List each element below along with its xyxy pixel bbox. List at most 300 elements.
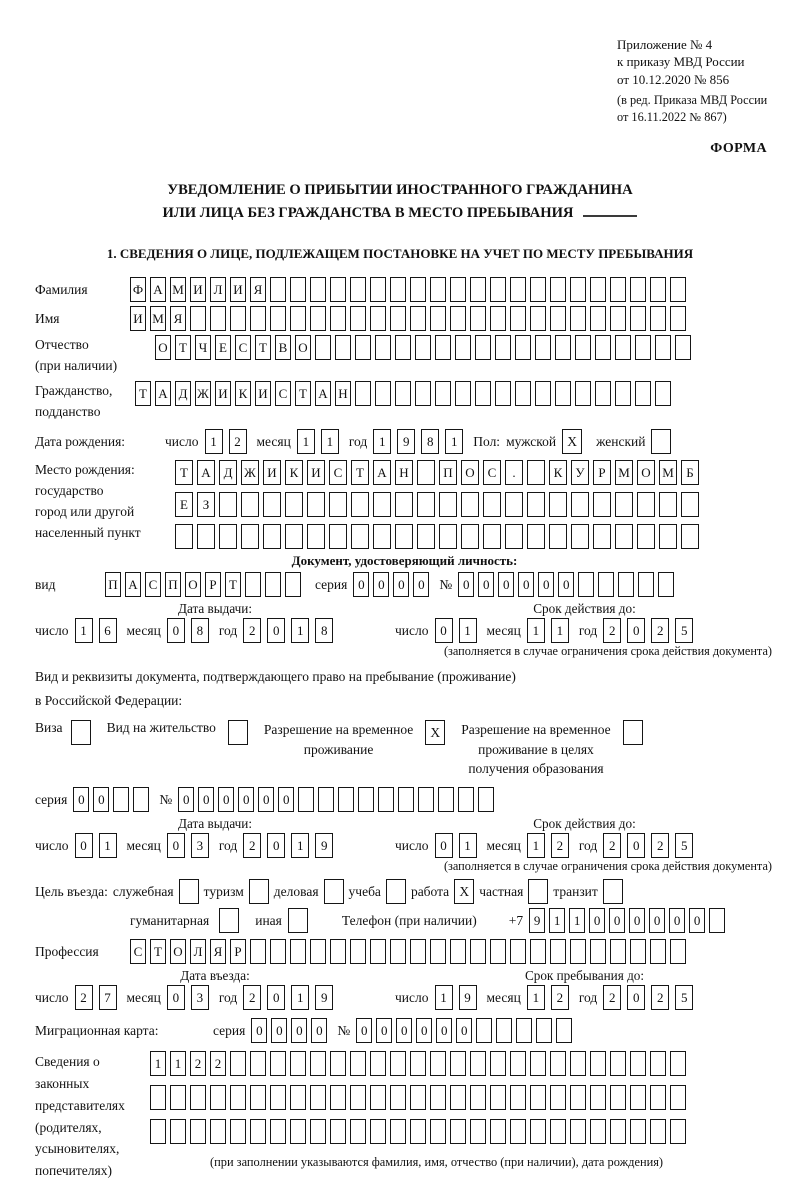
char-cell[interactable]: 0 xyxy=(629,908,645,933)
char-cell[interactable] xyxy=(330,939,346,964)
char-cell[interactable] xyxy=(455,381,471,406)
char-cell[interactable] xyxy=(290,277,306,302)
char-cell[interactable]: С xyxy=(145,572,161,597)
char-cell[interactable]: 1 xyxy=(569,908,585,933)
char-cell[interactable]: Т xyxy=(225,572,241,597)
char-cell[interactable] xyxy=(417,524,435,549)
char-cell[interactable] xyxy=(709,908,725,933)
char-cell[interactable]: У xyxy=(571,460,589,485)
char-cell[interactable]: К xyxy=(549,460,567,485)
char-cell[interactable] xyxy=(550,306,566,331)
char-cell[interactable]: 6 xyxy=(99,618,117,643)
char-cell[interactable]: Л xyxy=(210,277,226,302)
char-cell[interactable] xyxy=(329,524,347,549)
char-cell[interactable] xyxy=(550,1051,566,1076)
char-cell[interactable] xyxy=(373,492,391,517)
char-cell[interactable]: 1 xyxy=(551,618,569,643)
char-cell[interactable]: 2 xyxy=(651,833,669,858)
char-cell[interactable]: Т xyxy=(255,335,271,360)
char-cell[interactable]: 5 xyxy=(675,618,693,643)
char-cell[interactable]: 0 xyxy=(311,1018,327,1043)
char-cell[interactable] xyxy=(250,1085,266,1110)
char-cell[interactable]: 1 xyxy=(459,618,477,643)
char-cell[interactable]: 0 xyxy=(669,908,685,933)
char-cell[interactable] xyxy=(615,335,631,360)
char-cell[interactable] xyxy=(430,1119,446,1144)
char-cell[interactable] xyxy=(470,1051,486,1076)
char-cell[interactable]: 0 xyxy=(456,1018,472,1043)
char-cell[interactable] xyxy=(430,1085,446,1110)
char-cell[interactable] xyxy=(527,524,545,549)
char-cell[interactable] xyxy=(475,335,491,360)
char-cell[interactable] xyxy=(590,1051,606,1076)
char-cell[interactable] xyxy=(373,524,391,549)
char-cell[interactable]: 2 xyxy=(243,618,261,643)
char-cell[interactable]: 3 xyxy=(191,985,209,1010)
char-cell[interactable] xyxy=(461,492,479,517)
char-cell[interactable] xyxy=(330,1051,346,1076)
char-cell[interactable] xyxy=(470,1119,486,1144)
char-cell[interactable]: 2 xyxy=(551,985,569,1010)
char-cell[interactable] xyxy=(307,492,325,517)
char-cell[interactable]: 0 xyxy=(278,787,294,812)
char-cell[interactable] xyxy=(170,1085,186,1110)
char-cell[interactable] xyxy=(190,1085,206,1110)
char-cell[interactable] xyxy=(250,939,266,964)
char-cell[interactable] xyxy=(329,492,347,517)
purpose-business-checkbox[interactable] xyxy=(324,879,344,904)
char-cell[interactable] xyxy=(350,1051,366,1076)
char-cell[interactable]: 1 xyxy=(205,429,223,454)
char-cell[interactable] xyxy=(270,306,286,331)
char-cell[interactable] xyxy=(415,381,431,406)
char-cell[interactable] xyxy=(417,492,435,517)
char-cell[interactable] xyxy=(615,524,633,549)
char-cell[interactable] xyxy=(410,277,426,302)
char-cell[interactable]: Я xyxy=(210,939,226,964)
char-cell[interactable] xyxy=(670,1119,686,1144)
char-cell[interactable] xyxy=(655,335,671,360)
char-cell[interactable]: 0 xyxy=(558,572,574,597)
char-cell[interactable] xyxy=(570,939,586,964)
char-cell[interactable] xyxy=(290,306,306,331)
char-cell[interactable]: О xyxy=(637,460,655,485)
char-cell[interactable] xyxy=(390,277,406,302)
char-cell[interactable]: 2 xyxy=(603,833,621,858)
char-cell[interactable]: Т xyxy=(175,460,193,485)
char-cell[interactable]: Д xyxy=(175,381,191,406)
char-cell[interactable] xyxy=(510,939,526,964)
char-cell[interactable]: 1 xyxy=(459,833,477,858)
char-cell[interactable]: Ф xyxy=(130,277,146,302)
char-cell[interactable]: 1 xyxy=(99,833,117,858)
char-cell[interactable]: 2 xyxy=(190,1051,206,1076)
purpose-work-checkbox[interactable]: X xyxy=(454,879,474,904)
char-cell[interactable] xyxy=(630,939,646,964)
char-cell[interactable]: 0 xyxy=(393,572,409,597)
char-cell[interactable] xyxy=(310,939,326,964)
char-cell[interactable] xyxy=(555,335,571,360)
char-cell[interactable] xyxy=(219,524,237,549)
char-cell[interactable] xyxy=(571,492,589,517)
char-cell[interactable] xyxy=(439,524,457,549)
char-cell[interactable] xyxy=(190,306,206,331)
char-cell[interactable] xyxy=(496,1018,512,1043)
char-cell[interactable] xyxy=(590,1119,606,1144)
char-cell[interactable] xyxy=(450,1085,466,1110)
char-cell[interactable] xyxy=(578,572,594,597)
char-cell[interactable] xyxy=(250,1051,266,1076)
char-cell[interactable] xyxy=(590,1085,606,1110)
char-cell[interactable] xyxy=(510,306,526,331)
char-cell[interactable] xyxy=(635,381,651,406)
char-cell[interactable] xyxy=(390,1085,406,1110)
char-cell[interactable]: 1 xyxy=(373,429,391,454)
char-cell[interactable]: 1 xyxy=(297,429,315,454)
char-cell[interactable] xyxy=(536,1018,552,1043)
char-cell[interactable] xyxy=(230,1051,246,1076)
char-cell[interactable] xyxy=(415,335,431,360)
visa-checkbox[interactable] xyxy=(71,720,91,745)
char-cell[interactable] xyxy=(330,1085,346,1110)
char-cell[interactable]: О xyxy=(185,572,201,597)
char-cell[interactable] xyxy=(615,492,633,517)
char-cell[interactable] xyxy=(490,1085,506,1110)
char-cell[interactable] xyxy=(210,1119,226,1144)
char-cell[interactable]: 9 xyxy=(315,985,333,1010)
char-cell[interactable] xyxy=(490,306,506,331)
char-cell[interactable]: З xyxy=(197,492,215,517)
char-cell[interactable] xyxy=(330,277,346,302)
char-cell[interactable]: 1 xyxy=(150,1051,166,1076)
char-cell[interactable] xyxy=(270,1085,286,1110)
char-cell[interactable] xyxy=(390,1119,406,1144)
rvp-checkbox[interactable]: X xyxy=(425,720,445,745)
char-cell[interactable]: Е xyxy=(215,335,231,360)
char-cell[interactable]: 0 xyxy=(353,572,369,597)
char-cell[interactable] xyxy=(610,939,626,964)
char-cell[interactable] xyxy=(410,306,426,331)
char-cell[interactable]: 0 xyxy=(435,833,453,858)
char-cell[interactable] xyxy=(658,572,674,597)
char-cell[interactable]: Л xyxy=(190,939,206,964)
char-cell[interactable] xyxy=(330,1119,346,1144)
char-cell[interactable]: 1 xyxy=(291,618,309,643)
char-cell[interactable] xyxy=(439,492,457,517)
char-cell[interactable] xyxy=(490,1119,506,1144)
char-cell[interactable]: И xyxy=(190,277,206,302)
char-cell[interactable]: 0 xyxy=(93,787,109,812)
char-cell[interactable] xyxy=(510,277,526,302)
char-cell[interactable] xyxy=(458,787,474,812)
char-cell[interactable] xyxy=(170,1119,186,1144)
char-cell[interactable] xyxy=(375,381,391,406)
char-cell[interactable] xyxy=(450,306,466,331)
char-cell[interactable]: 0 xyxy=(356,1018,372,1043)
char-cell[interactable] xyxy=(190,1119,206,1144)
char-cell[interactable] xyxy=(370,277,386,302)
char-cell[interactable] xyxy=(476,1018,492,1043)
char-cell[interactable]: 1 xyxy=(321,429,339,454)
purpose-transit-checkbox[interactable] xyxy=(603,879,623,904)
char-cell[interactable] xyxy=(530,1085,546,1110)
char-cell[interactable] xyxy=(570,1119,586,1144)
char-cell[interactable] xyxy=(490,939,506,964)
char-cell[interactable]: 0 xyxy=(258,787,274,812)
char-cell[interactable] xyxy=(290,1051,306,1076)
char-cell[interactable] xyxy=(263,524,281,549)
residence-permit-checkbox[interactable] xyxy=(228,720,248,745)
char-cell[interactable]: 0 xyxy=(376,1018,392,1043)
char-cell[interactable]: 0 xyxy=(413,572,429,597)
char-cell[interactable]: 0 xyxy=(198,787,214,812)
char-cell[interactable]: Р xyxy=(593,460,611,485)
char-cell[interactable]: 2 xyxy=(229,429,247,454)
char-cell[interactable]: 0 xyxy=(291,1018,307,1043)
char-cell[interactable] xyxy=(615,381,631,406)
char-cell[interactable]: И xyxy=(307,460,325,485)
char-cell[interactable]: 0 xyxy=(518,572,534,597)
purpose-official-checkbox[interactable] xyxy=(179,879,199,904)
char-cell[interactable] xyxy=(610,277,626,302)
char-cell[interactable]: С xyxy=(483,460,501,485)
char-cell[interactable]: А xyxy=(315,381,331,406)
char-cell[interactable]: 0 xyxy=(396,1018,412,1043)
char-cell[interactable]: М xyxy=(615,460,633,485)
char-cell[interactable] xyxy=(410,1051,426,1076)
char-cell[interactable] xyxy=(670,1051,686,1076)
char-cell[interactable] xyxy=(450,939,466,964)
char-cell[interactable]: 2 xyxy=(75,985,93,1010)
char-cell[interactable]: 5 xyxy=(675,985,693,1010)
char-cell[interactable]: Р xyxy=(230,939,246,964)
sex-male-checkbox[interactable]: X xyxy=(562,429,582,454)
char-cell[interactable] xyxy=(630,306,646,331)
char-cell[interactable] xyxy=(355,381,371,406)
char-cell[interactable] xyxy=(659,492,677,517)
purpose-tourism-checkbox[interactable] xyxy=(249,879,269,904)
char-cell[interactable] xyxy=(555,381,571,406)
char-cell[interactable] xyxy=(635,335,651,360)
char-cell[interactable]: 0 xyxy=(218,787,234,812)
char-cell[interactable]: А xyxy=(155,381,171,406)
char-cell[interactable]: 0 xyxy=(627,985,645,1010)
char-cell[interactable] xyxy=(495,381,511,406)
char-cell[interactable] xyxy=(530,1051,546,1076)
char-cell[interactable] xyxy=(230,1085,246,1110)
char-cell[interactable]: 0 xyxy=(649,908,665,933)
char-cell[interactable]: И xyxy=(130,306,146,331)
char-cell[interactable]: 0 xyxy=(75,833,93,858)
char-cell[interactable]: Н xyxy=(395,460,413,485)
char-cell[interactable] xyxy=(681,492,699,517)
char-cell[interactable] xyxy=(430,306,446,331)
char-cell[interactable] xyxy=(681,524,699,549)
char-cell[interactable]: А xyxy=(150,277,166,302)
char-cell[interactable]: 1 xyxy=(527,833,545,858)
char-cell[interactable] xyxy=(310,306,326,331)
char-cell[interactable] xyxy=(570,277,586,302)
char-cell[interactable] xyxy=(370,1119,386,1144)
char-cell[interactable] xyxy=(490,277,506,302)
char-cell[interactable] xyxy=(285,572,301,597)
char-cell[interactable] xyxy=(230,1119,246,1144)
char-cell[interactable]: Т xyxy=(135,381,151,406)
char-cell[interactable]: 0 xyxy=(627,618,645,643)
char-cell[interactable]: М xyxy=(170,277,186,302)
char-cell[interactable] xyxy=(370,939,386,964)
char-cell[interactable] xyxy=(590,277,606,302)
char-cell[interactable] xyxy=(330,306,346,331)
char-cell[interactable]: П xyxy=(105,572,121,597)
char-cell[interactable]: И xyxy=(263,460,281,485)
char-cell[interactable] xyxy=(510,1119,526,1144)
char-cell[interactable] xyxy=(435,335,451,360)
char-cell[interactable]: М xyxy=(659,460,677,485)
char-cell[interactable] xyxy=(610,1051,626,1076)
char-cell[interactable] xyxy=(410,1085,426,1110)
char-cell[interactable]: 9 xyxy=(529,908,545,933)
char-cell[interactable] xyxy=(285,492,303,517)
char-cell[interactable] xyxy=(670,306,686,331)
char-cell[interactable]: В xyxy=(275,335,291,360)
char-cell[interactable]: И xyxy=(230,277,246,302)
char-cell[interactable]: 2 xyxy=(603,985,621,1010)
char-cell[interactable] xyxy=(618,572,634,597)
char-cell[interactable] xyxy=(610,1085,626,1110)
char-cell[interactable]: 9 xyxy=(397,429,415,454)
char-cell[interactable] xyxy=(270,939,286,964)
char-cell[interactable] xyxy=(430,1051,446,1076)
char-cell[interactable]: Т xyxy=(295,381,311,406)
char-cell[interactable] xyxy=(470,1085,486,1110)
char-cell[interactable] xyxy=(535,381,551,406)
char-cell[interactable] xyxy=(351,492,369,517)
char-cell[interactable] xyxy=(133,787,149,812)
char-cell[interactable] xyxy=(250,1119,266,1144)
char-cell[interactable] xyxy=(418,787,434,812)
char-cell[interactable]: 1 xyxy=(549,908,565,933)
char-cell[interactable]: 0 xyxy=(627,833,645,858)
char-cell[interactable] xyxy=(310,1119,326,1144)
char-cell[interactable]: 1 xyxy=(291,833,309,858)
char-cell[interactable]: П xyxy=(165,572,181,597)
char-cell[interactable] xyxy=(549,492,567,517)
char-cell[interactable]: Д xyxy=(219,460,237,485)
char-cell[interactable]: 2 xyxy=(651,985,669,1010)
char-cell[interactable] xyxy=(570,1051,586,1076)
char-cell[interactable]: Ж xyxy=(241,460,259,485)
char-cell[interactable] xyxy=(390,939,406,964)
char-cell[interactable] xyxy=(638,572,654,597)
char-cell[interactable]: 0 xyxy=(689,908,705,933)
char-cell[interactable]: 0 xyxy=(73,787,89,812)
char-cell[interactable]: О xyxy=(461,460,479,485)
char-cell[interactable] xyxy=(630,277,646,302)
char-cell[interactable]: С xyxy=(130,939,146,964)
char-cell[interactable] xyxy=(350,277,366,302)
char-cell[interactable]: Т xyxy=(175,335,191,360)
char-cell[interactable] xyxy=(510,1051,526,1076)
char-cell[interactable] xyxy=(390,1051,406,1076)
char-cell[interactable] xyxy=(318,787,334,812)
char-cell[interactable] xyxy=(370,306,386,331)
char-cell[interactable]: М xyxy=(150,306,166,331)
char-cell[interactable] xyxy=(570,306,586,331)
char-cell[interactable] xyxy=(210,1085,226,1110)
char-cell[interactable]: 0 xyxy=(178,787,194,812)
char-cell[interactable] xyxy=(265,572,281,597)
char-cell[interactable] xyxy=(530,939,546,964)
char-cell[interactable]: Т xyxy=(351,460,369,485)
char-cell[interactable] xyxy=(670,939,686,964)
char-cell[interactable] xyxy=(461,524,479,549)
char-cell[interactable]: О xyxy=(155,335,171,360)
char-cell[interactable] xyxy=(505,524,523,549)
char-cell[interactable]: 5 xyxy=(675,833,693,858)
char-cell[interactable] xyxy=(515,381,531,406)
char-cell[interactable]: 7 xyxy=(99,985,117,1010)
sex-female-checkbox[interactable] xyxy=(651,429,671,454)
char-cell[interactable] xyxy=(593,492,611,517)
char-cell[interactable]: 8 xyxy=(421,429,439,454)
char-cell[interactable]: Т xyxy=(150,939,166,964)
char-cell[interactable]: Р xyxy=(205,572,221,597)
char-cell[interactable] xyxy=(659,524,677,549)
char-cell[interactable] xyxy=(483,524,501,549)
char-cell[interactable] xyxy=(670,277,686,302)
char-cell[interactable] xyxy=(310,277,326,302)
char-cell[interactable] xyxy=(655,381,671,406)
char-cell[interactable]: 2 xyxy=(603,618,621,643)
char-cell[interactable] xyxy=(530,277,546,302)
char-cell[interactable] xyxy=(650,306,666,331)
char-cell[interactable] xyxy=(335,335,351,360)
char-cell[interactable] xyxy=(550,277,566,302)
char-cell[interactable] xyxy=(650,1051,666,1076)
char-cell[interactable] xyxy=(395,381,411,406)
rvp-education-checkbox[interactable] xyxy=(623,720,643,745)
char-cell[interactable] xyxy=(270,1051,286,1076)
char-cell[interactable]: Ж xyxy=(195,381,211,406)
char-cell[interactable] xyxy=(495,335,511,360)
char-cell[interactable]: 0 xyxy=(267,985,285,1010)
char-cell[interactable]: И xyxy=(215,381,231,406)
char-cell[interactable] xyxy=(395,492,413,517)
char-cell[interactable]: С xyxy=(329,460,347,485)
char-cell[interactable]: Н xyxy=(335,381,351,406)
char-cell[interactable]: А xyxy=(373,460,391,485)
char-cell[interactable] xyxy=(590,939,606,964)
char-cell[interactable] xyxy=(430,939,446,964)
char-cell[interactable] xyxy=(550,1085,566,1110)
char-cell[interactable] xyxy=(595,381,611,406)
char-cell[interactable] xyxy=(241,492,259,517)
char-cell[interactable]: И xyxy=(255,381,271,406)
char-cell[interactable]: 9 xyxy=(315,833,333,858)
char-cell[interactable]: 1 xyxy=(445,429,463,454)
char-cell[interactable] xyxy=(197,524,215,549)
char-cell[interactable] xyxy=(598,572,614,597)
char-cell[interactable] xyxy=(210,306,226,331)
char-cell[interactable] xyxy=(310,1085,326,1110)
char-cell[interactable]: О xyxy=(170,939,186,964)
char-cell[interactable] xyxy=(350,1119,366,1144)
char-cell[interactable]: 2 xyxy=(210,1051,226,1076)
char-cell[interactable] xyxy=(637,492,655,517)
char-cell[interactable] xyxy=(338,787,354,812)
char-cell[interactable] xyxy=(450,1119,466,1144)
